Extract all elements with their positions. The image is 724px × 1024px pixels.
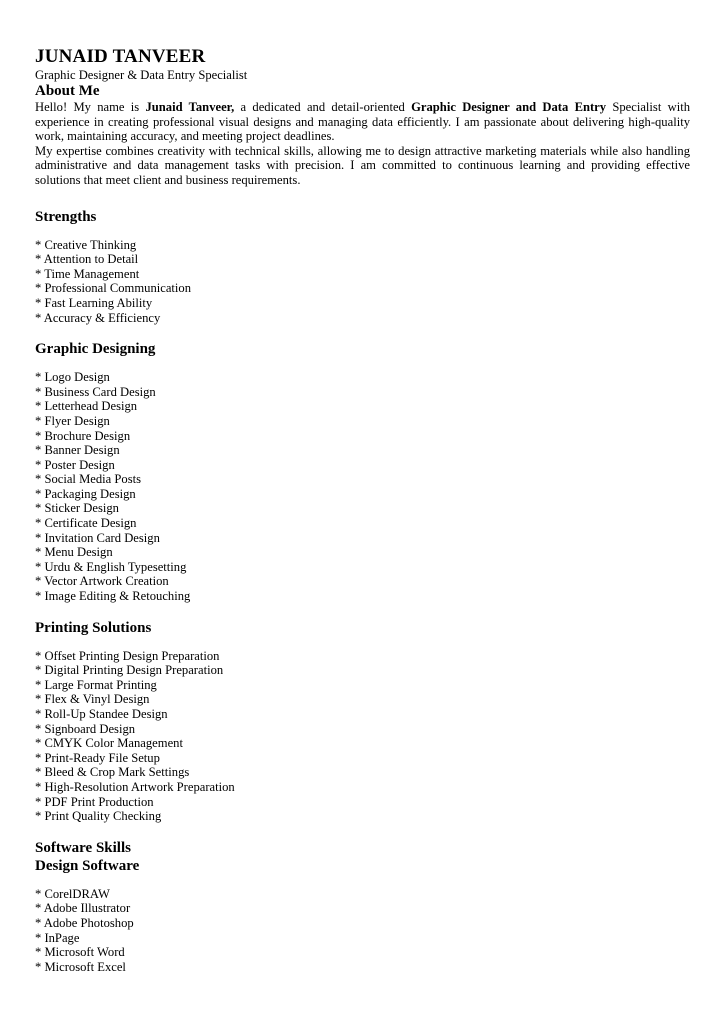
list-item: * Packaging Design <box>35 486 136 501</box>
printing-solutions-list <box>35 649 690 824</box>
list-item: * Poster Design <box>35 457 115 472</box>
spacer <box>35 325 690 340</box>
list-item: * Logo Design <box>35 370 110 385</box>
list-item: * Certificate Design <box>35 516 137 531</box>
list-item: * Brochure Design <box>35 428 131 443</box>
spacer <box>35 188 690 208</box>
list-item: * Fast Learning Ability <box>35 295 153 310</box>
list-item: * Bleed & Crop Mark Settings <box>35 765 190 780</box>
graphic-designing-heading: Graphic Designing <box>35 341 156 358</box>
list-item: * Letterhead Design <box>35 399 138 414</box>
list-item: * Urdu & English Typesetting <box>35 559 187 574</box>
spacer <box>35 226 690 238</box>
list-item: * Microsoft Word <box>35 945 125 960</box>
strengths-list <box>35 238 690 326</box>
list-item: * Flex & Vinyl Design <box>35 692 150 707</box>
about-p1-role: Graphic Designer and Data Entry <box>411 100 607 114</box>
about-paragraph-1 <box>35 100 690 144</box>
list-item: * Print-Ready File Setup <box>35 750 160 765</box>
about-p1-name: Junaid Tanveer, <box>145 100 235 114</box>
list-item: * Roll-Up Standee Design <box>35 707 168 721</box>
list-item: * Signboard Design <box>35 721 136 736</box>
resume-subtitle: Graphic Designer & Data Entry Specialist <box>35 68 248 82</box>
list-item: * Vector Artwork Creation <box>35 574 169 589</box>
list-item: * CorelDRAW <box>35 886 110 901</box>
list-item: * Digital Printing Design Preparation <box>35 663 224 678</box>
list-item: * Attention to Detail <box>35 252 139 267</box>
list-item: * Sticker Design <box>35 501 119 516</box>
list-item: * Microsoft Excel <box>35 959 126 974</box>
list-item: * Adobe Illustrator <box>35 901 131 916</box>
spacer <box>35 604 690 619</box>
list-item: * Adobe Photoshop <box>35 915 134 930</box>
list-item: * Time Management <box>35 266 140 281</box>
list-item: * Professional Communication <box>35 281 192 296</box>
list-item: * Creative Thinking <box>35 237 137 252</box>
list-item: * Print Quality Checking <box>35 809 162 824</box>
spacer <box>35 875 690 887</box>
spacer <box>35 824 690 839</box>
design-software-list <box>35 887 690 975</box>
resume-name: JUNAID TANVEER <box>35 46 206 67</box>
list-item: * PDF Print Production <box>35 794 154 809</box>
about-heading: About Me <box>35 83 100 99</box>
list-item: * InPage <box>35 930 80 945</box>
strengths-heading: Strengths <box>35 208 97 225</box>
software-skills-heading: Software Skills <box>35 839 131 856</box>
list-item: * Large Format Printing <box>35 677 157 692</box>
printing-solutions-heading: Printing Solutions <box>35 619 152 636</box>
list-item: * Invitation Card Design <box>35 530 160 545</box>
list-item: * Business Card Design <box>35 384 156 399</box>
list-item: * Offset Printing Design Preparation <box>35 648 220 663</box>
spacer <box>35 637 690 649</box>
list-item: * High-Resolution Artwork Preparation <box>35 779 235 794</box>
design-software-heading: Design Software <box>35 857 140 874</box>
list-item: * Banner Design <box>35 443 120 458</box>
about-p1-rest: Specialist with experience in creating professional visual designs and managing data efficiently. I am passionate about delivering high-quality work, maintaining accuracy, and meeting project deadlines. <box>35 100 690 144</box>
list-item: * Flyer Design <box>35 413 110 428</box>
list-item: * Social Media Posts <box>35 472 141 487</box>
about-paragraph-2: My expertise combines creativity with technical skills, allowing me to design attractive marketing materials while also handling administrative and data management tasks with precision. I am committed to continuous learning and providing effective solutions that meet client and business requirements. <box>35 143 690 187</box>
about-p1-mid: a dedicated and detail-oriented <box>234 100 412 114</box>
list-item: * Image Editing & Retouching <box>35 589 191 604</box>
list-item: * Menu Design <box>35 545 113 560</box>
spacer <box>35 358 690 370</box>
graphic-designing-list <box>35 370 690 604</box>
resume-page <box>35 46 690 974</box>
list-item: * Accuracy & Efficiency <box>35 310 161 325</box>
about-p1-prefix: Hello! My name is <box>35 100 146 114</box>
list-item: * CMYK Color Management <box>35 736 183 751</box>
